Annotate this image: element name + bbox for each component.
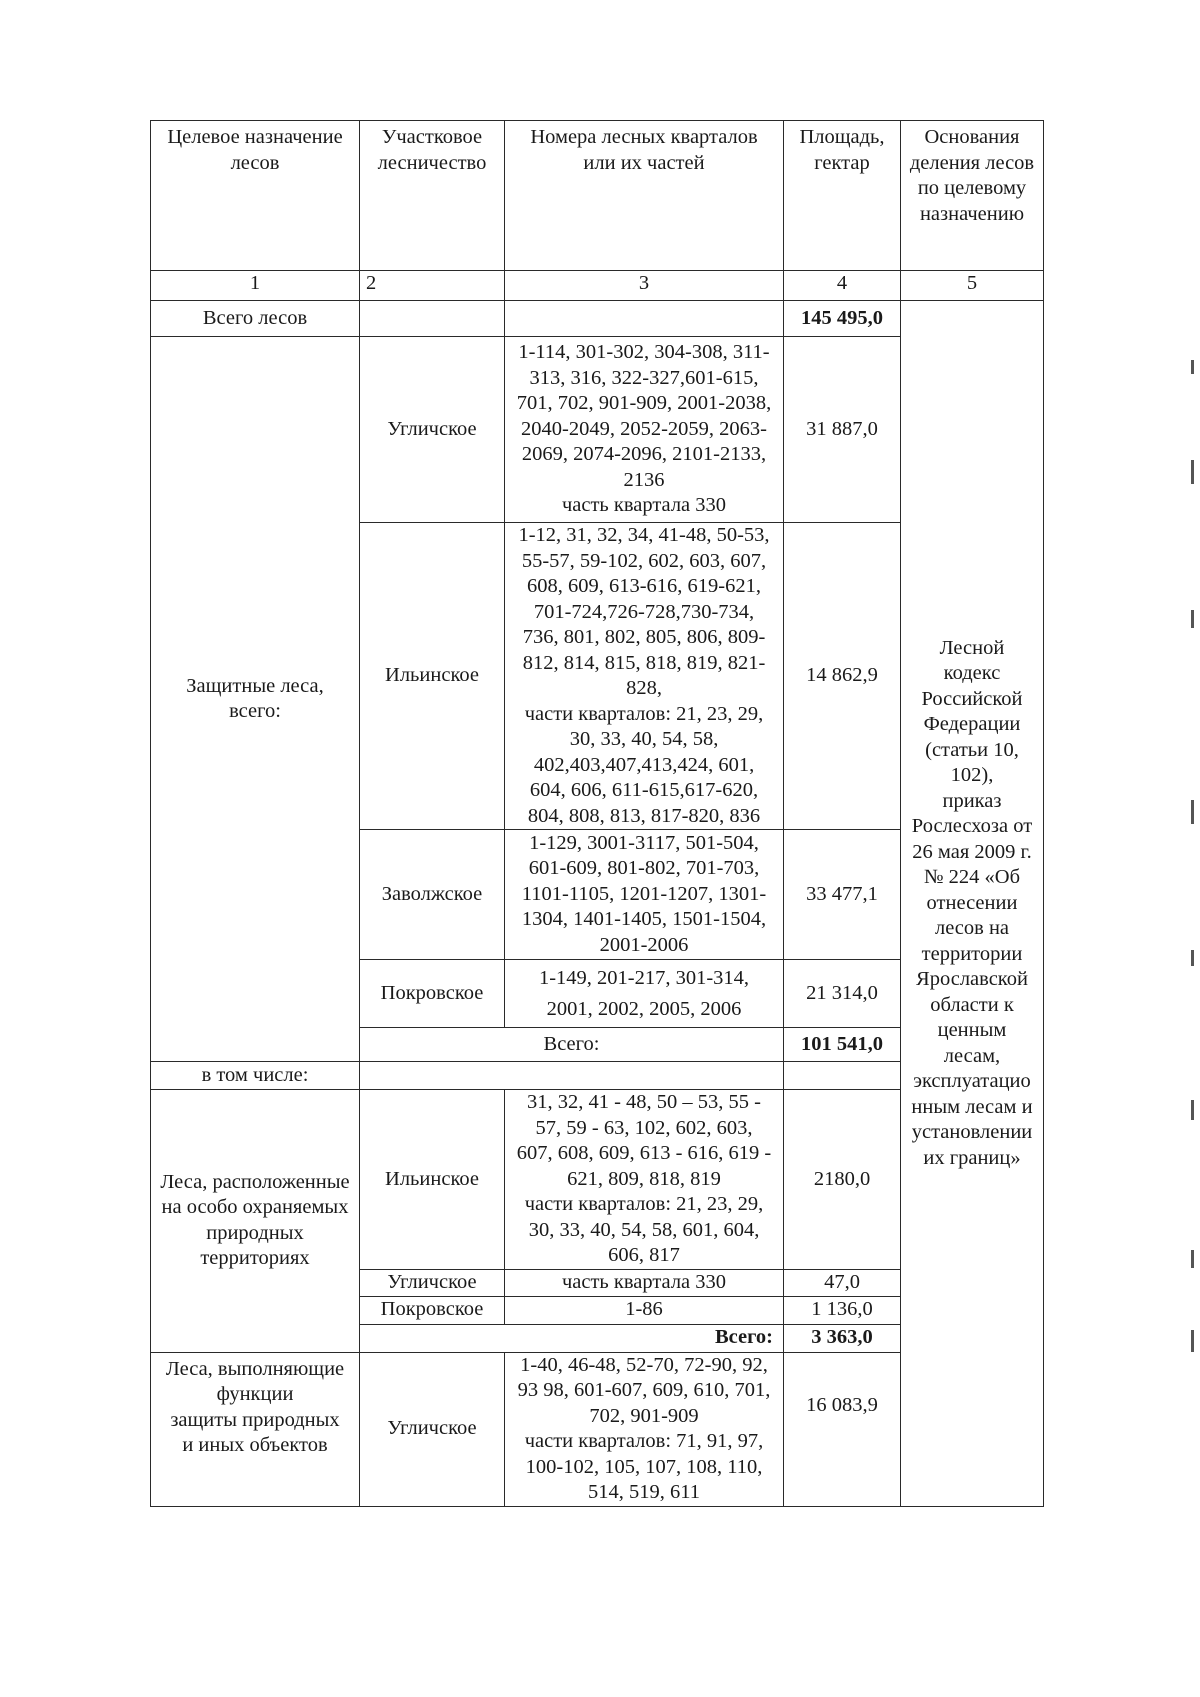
- district-name: Покровское: [360, 960, 505, 1028]
- forest-allocation-table: [150, 120, 1044, 1507]
- area-value: 31 887,0: [784, 337, 901, 523]
- empty-cell: [505, 301, 784, 337]
- area-value: 16 083,9: [784, 1352, 901, 1506]
- header-area: Площадь, гектар: [784, 121, 901, 271]
- district-name: Покровское: [360, 1296, 505, 1324]
- column-number: 4: [784, 271, 901, 301]
- total-forests-area: 145 495,0: [784, 301, 901, 337]
- protection-functions-label: Леса, выполняющие функции защиты природных и иных объектов: [151, 1352, 360, 1506]
- district-name: Заволжское: [360, 830, 505, 960]
- header-purpose: Целевое назначение лесов: [151, 121, 360, 271]
- empty-cell: [784, 1062, 901, 1090]
- quarter-numbers: 1-12, 31, 32, 34, 41-48, 50-53, 55-57, 59-102, 602, 603, 607, 608, 609, 613-616, 619-621, 701-724,726-728,730-734, 736, 801, 802, 805, 806, 809- 812, 814, 815, 818, 819, 821- 828, части кварталов: 21, 23, 29, 30, 33, 40, 54, 58, 402,403,407,413,424, 601, 604, 606, 611-615,617-620, 804, 808, 813, 817-820, 836: [505, 523, 784, 830]
- header-district: Участковое лесничество: [360, 121, 505, 271]
- column-number: 5: [901, 271, 1044, 301]
- quarter-numbers: 1-114, 301-302, 304-308, 311- 313, 316, 322-327,601-615, 701, 702, 901-909, 2001-2038, 2040-2049, 2052-2059, 2063- 2069, 2074-2096, 2101-2133, 2136 часть квартала 330: [505, 337, 784, 523]
- column-number: 3: [505, 271, 784, 301]
- quarter-numbers: 1-86: [505, 1296, 784, 1324]
- area-value: 2180,0: [784, 1090, 901, 1270]
- header-basis: Основания деления лесов по целевому назначению: [901, 121, 1044, 271]
- area-value: 1 136,0: [784, 1296, 901, 1324]
- district-name: Угличское: [360, 1352, 505, 1506]
- header-quarters: Номера лесных кварталов или их частей: [505, 121, 784, 271]
- area-value: 33 477,1: [784, 830, 901, 960]
- protected-areas-label: Леса, расположенные на особо охраняемых природных территориях: [151, 1090, 360, 1353]
- subtotal-label: Всего:: [360, 1028, 784, 1062]
- protective-forests-label: Защитные леса, всего:: [151, 337, 360, 1062]
- column-number-row: [151, 271, 1044, 301]
- quarter-numbers: 1-149, 201-217, 301-314, 2001, 2002, 2005, 2006: [505, 960, 784, 1028]
- including-label: в том числе:: [151, 1062, 360, 1090]
- quarter-numbers: часть квартала 330: [505, 1269, 784, 1296]
- quarter-numbers: 1-129, 3001-3117, 501-504, 601-609, 801-802, 701-703, 1101-1105, 1201-1207, 1301- 1304, 1401-1405, 1501-1504, 2001-2006: [505, 830, 784, 960]
- column-number: 1: [151, 271, 360, 301]
- area-value: 14 862,9: [784, 523, 901, 830]
- district-name: Ильинское: [360, 1090, 505, 1270]
- table-header-row: [151, 121, 1044, 271]
- division-basis-text: Лесной кодекс Российской Федерации (статьи 10, 102), приказ Рослесхоза от 26 мая 2009 г. № 224 «Об отнесении лесов на территории Ярославской области к ценным лесам, эксплуатацио нным лесам и установлении их границ»: [901, 301, 1044, 1507]
- subtotal-area: 101 541,0: [784, 1028, 901, 1062]
- empty-cell: [360, 1062, 784, 1090]
- district-name: Ильинское: [360, 523, 505, 830]
- scan-edge-marks: [1187, 0, 1200, 1697]
- area-value: 47,0: [784, 1269, 901, 1296]
- empty-cell: [360, 301, 505, 337]
- subtotal-label: Всего:: [360, 1324, 784, 1352]
- quarter-numbers: 31, 32, 41 - 48, 50 – 53, 55 - 57, 59 - 63, 102, 602, 603, 607, 608, 609, 613 - 616, 619 - 621, 809, 818, 819 части кварталов: 21, 23, 29, 30, 33, 40, 54, 58, 601, 604, 606, 817: [505, 1090, 784, 1270]
- column-number: 2: [360, 271, 505, 301]
- district-name: Угличское: [360, 1269, 505, 1296]
- area-value: 21 314,0: [784, 960, 901, 1028]
- district-name: Угличское: [360, 337, 505, 523]
- total-forests-label: Всего лесов: [151, 301, 360, 337]
- subtotal-area: 3 363,0: [784, 1324, 901, 1352]
- quarter-numbers: 1-40, 46-48, 52-70, 72-90, 92, 93 98, 601-607, 609, 610, 701, 702, 901-909 части кварталов: 71, 91, 97, 100-102, 105, 107, 108, 110, 514, 519, 611: [505, 1352, 784, 1506]
- total-forests-row: [151, 301, 1044, 337]
